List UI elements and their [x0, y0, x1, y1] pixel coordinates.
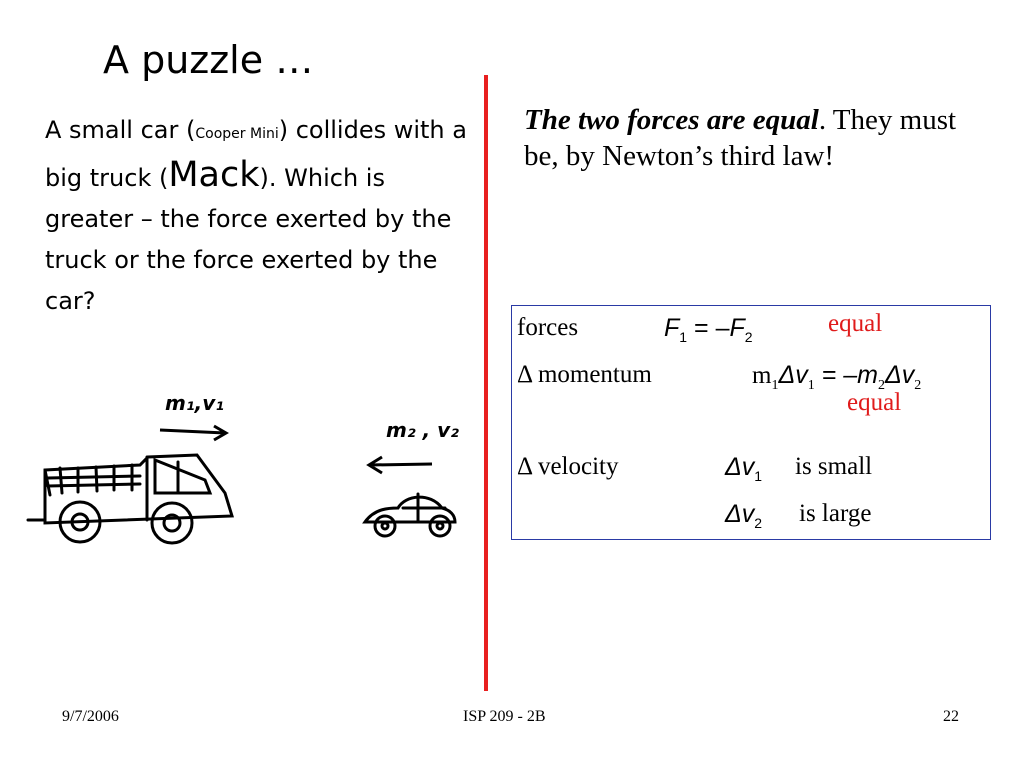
footer-page-number: 22: [943, 708, 959, 725]
forces-eq-mid: = –: [687, 314, 730, 342]
m1: m: [752, 362, 772, 389]
truck-model: Mack: [168, 155, 260, 195]
dv2: Δv: [884, 361, 915, 389]
forces-label: forces: [517, 314, 579, 341]
car-label: m₂ , v₂: [386, 418, 459, 442]
puzzle-question: [45, 110, 475, 322]
m2-sub: 2: [877, 378, 885, 393]
question-text-1: A small car (: [45, 116, 196, 144]
truck-label: m₁,v₁: [165, 391, 224, 415]
answer-bold: The two forces are equal: [524, 104, 819, 136]
f2-sub: 2: [744, 329, 753, 345]
question-text-3: ). Which is greater – the force exerted by the truck or the force exerted by the car?: [45, 164, 452, 315]
velocity-label: Δ velocity: [517, 453, 619, 480]
v1-result: is small: [795, 453, 873, 480]
car-model: Cooper Mini: [195, 126, 279, 142]
footer-course: ISP 209 - 2B: [463, 708, 546, 725]
dv2-sub: 2: [914, 378, 922, 393]
v2-result: is large: [799, 500, 872, 527]
red-divider: [484, 75, 488, 691]
momentum-label: Δ momentum: [517, 361, 652, 388]
slide-title: A puzzle …: [103, 38, 314, 82]
v1: Δv: [725, 453, 755, 481]
momentum-eq-mid: = –m: [814, 361, 878, 389]
forces-equation: [664, 314, 753, 345]
f1: F: [664, 314, 680, 342]
v2-term: [725, 500, 762, 531]
answer-period: .: [818, 104, 827, 136]
f1-sub: 1: [679, 329, 688, 345]
answer-rest: They must be, by Newton’s third law!: [524, 104, 957, 172]
forces-equal: equal: [828, 310, 883, 337]
v2-sub: 2: [754, 515, 763, 531]
dv1-sub: 1: [807, 378, 815, 393]
v1-term: [725, 453, 762, 484]
v2: Δv: [725, 500, 755, 528]
answer-text: [524, 102, 994, 174]
m1-sub: 1: [771, 378, 779, 393]
momentum-equal: equal: [847, 389, 902, 416]
car-sketch: [0, 0, 1, 1]
dv1: Δv: [778, 361, 808, 389]
v1-sub: 1: [754, 468, 763, 484]
question-text-2: ) collides with a big truck (: [45, 116, 467, 192]
f2: F: [729, 314, 745, 342]
comparison-table: [511, 305, 991, 540]
footer-date: 9/7/2006: [62, 708, 119, 725]
